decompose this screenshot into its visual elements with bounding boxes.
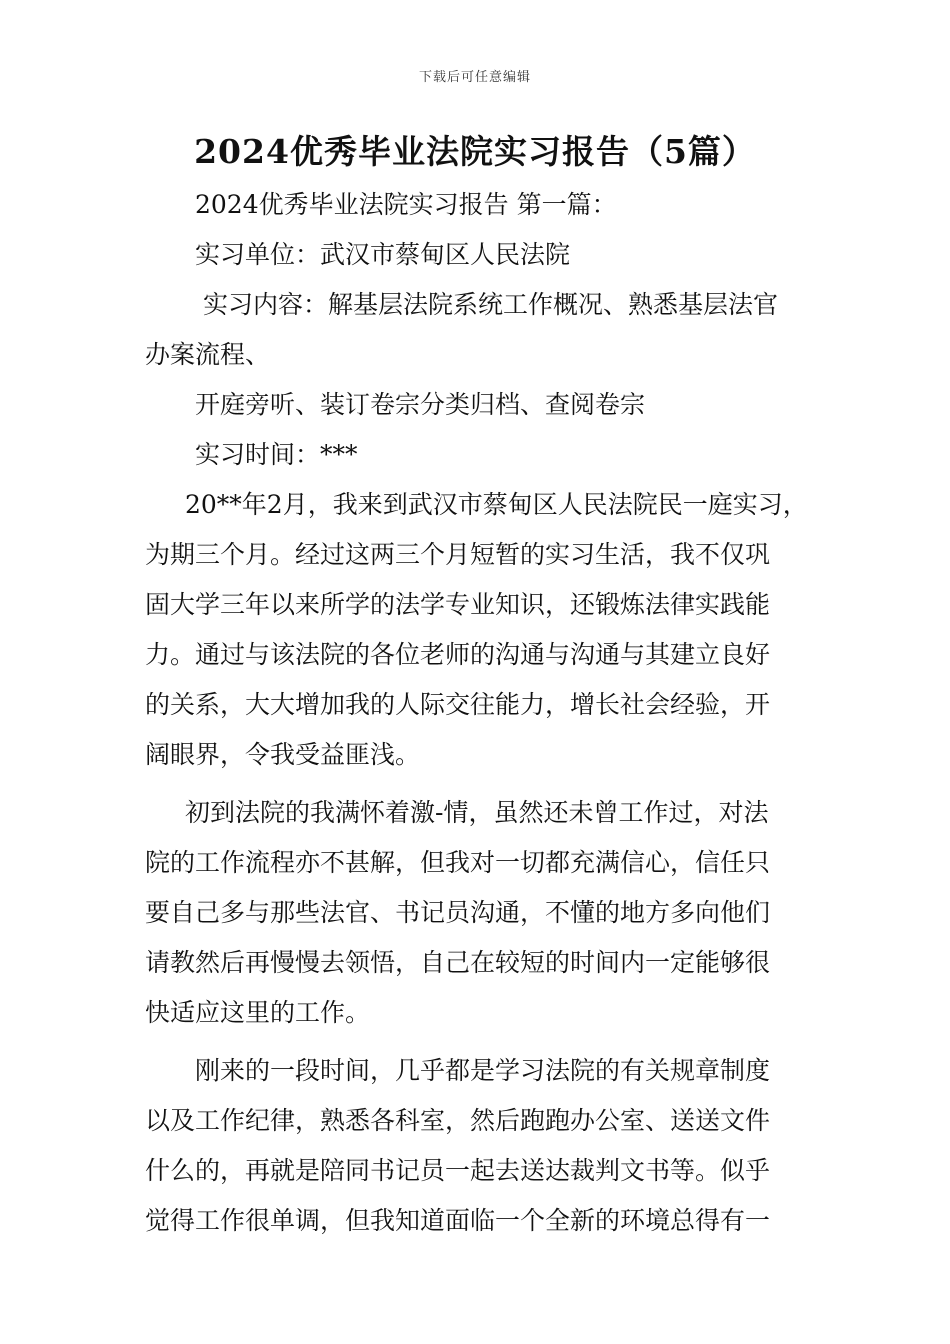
paragraph-2-line: 请教然后再慢慢去领悟，自己在较短的时间内一定能够很	[145, 948, 771, 977]
paragraph-gap	[145, 780, 810, 788]
header-note: 下载后可任意编辑	[418, 70, 531, 85]
paragraph-3-line: 以及工作纪律，熟悉各科室，然后跑跑办公室、送送文件	[145, 1106, 771, 1135]
internship-content-cont: 办案流程、	[145, 340, 271, 369]
document-body	[145, 180, 810, 1246]
paragraph-3-line: 什么的，再就是陪同书记员一起去送达裁判文书等。似乎	[145, 1156, 771, 1185]
paragraph-3-line: 觉得工作很单调，但我知道面临一个全新的环境总得有一	[145, 1206, 771, 1235]
paragraph-1-line: 力。通过与该法院的各位老师的沟通与沟通与其建立良好	[145, 640, 771, 669]
internship-content: 实习内容：解基层法院系统工作概况、熟悉基层法官	[203, 290, 779, 319]
paragraph-1-line: 的关系，大大增加我的人际交往能力，增长社会经验，开	[145, 690, 771, 719]
internship-unit: 实习单位：武汉市蔡甸区人民法院	[195, 240, 571, 269]
paragraph-2-line: 初到法院的我满怀着激-情，虽然还未曾工作过，对法	[185, 798, 769, 827]
paragraph-1-line: 阔眼界，令我受益匪浅。	[145, 740, 421, 769]
document-title: 2024优秀毕业法院实习报告（5篇）	[194, 132, 756, 171]
paragraph-1-line: 20**年2月，我来到武汉市蔡甸区人民法院民一庭实习，	[185, 490, 808, 519]
internship-content-items: 开庭旁听、装订卷宗分类归档、查阅卷宗	[195, 390, 646, 419]
section-heading: 2024优秀毕业法院实习报告 第一篇：	[195, 190, 617, 219]
paragraph-3-line: 刚来的一段时间，几乎都是学习法院的有关规章制度	[195, 1056, 771, 1085]
internship-time: 实习时间：***	[195, 440, 358, 469]
paragraph-1-line: 固大学三年以来所学的法学专业知识，还锻炼法律实践能	[145, 590, 771, 619]
paragraph-1-line: 为期三个月。经过这两三个月短暂的实习生活，我不仅巩	[145, 540, 771, 569]
paragraph-gap	[145, 1038, 810, 1046]
paragraph-2-line: 要自己多与那些法官、书记员沟通，不懂的地方多向他们	[145, 898, 771, 927]
paragraph-2-line: 快适应这里的工作。	[145, 998, 371, 1027]
paragraph-2-line: 院的工作流程亦不甚解，但我对一切都充满信心，信任只	[145, 848, 771, 877]
